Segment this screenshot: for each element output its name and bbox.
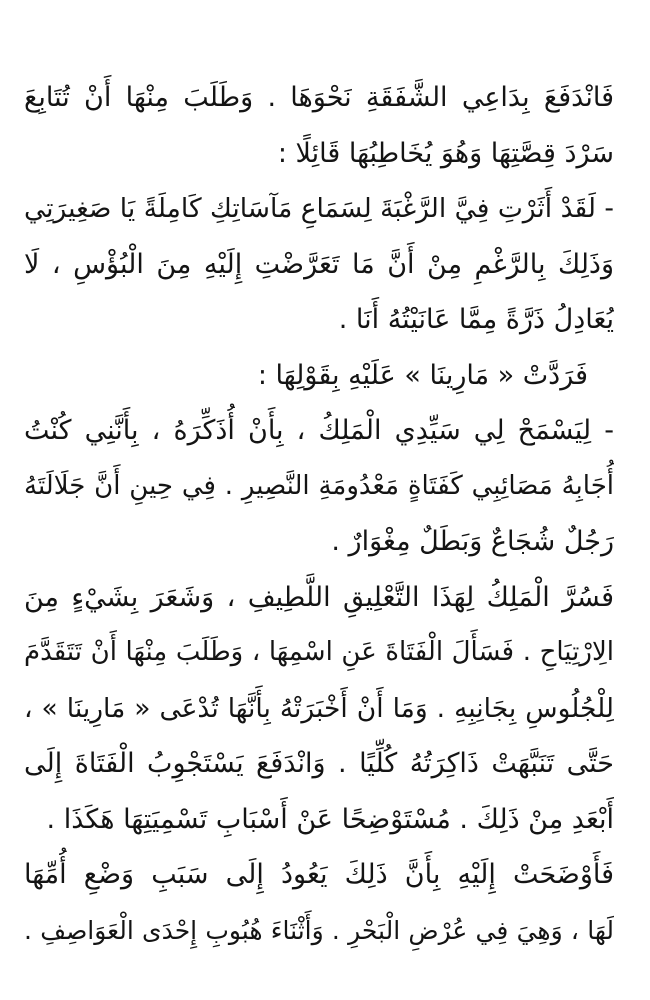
text-line-10: فَسُرَّ الْمَلِكُ لِهَذَا التَّعْلِيقِ اللَّطِيفِ ، وَشَعَرَ بِشَيْءٍ مِنَ — [24, 581, 614, 613]
text-line-9: رَجُلٌ شُجَاعٌ وَبَطَلٌ مِغْوَارٌ . — [331, 526, 614, 557]
text-line-5: يُعَادِلُ ذَرَّةً مِمَّا عَانَيْتُهُ أَنَا . — [338, 304, 614, 335]
text-line-11: الِارْتِيَاحِ . فَسَأَلَ الْفَتَاةَ عَنِ اسْمِهَا ، وَطَلَبَ مِنْهَا أَنْ تَتَقَدَّمَ — [24, 637, 614, 667]
text-line-7: - لِيَسْمَحْ لِي سَيِّدِي الْمَلِكُ ، بِأَنْ أُذَكِّرَهُ ، بِأَنَّنِي كُنْتُ — [24, 415, 614, 446]
text-line-12: لِلْجُلُوسِ بِجَانِبِهِ . وَمَا أَنْ أَخْبَرَتْهُ بِأَنَّهَا تُدْعَى « مَارِينَا » ، — [24, 692, 614, 724]
text-line-15: فَأَوْضَحَتْ إِلَيْهِ بِأَنَّ ذَلِكَ يَعُودُ إِلَى سَبَبِ وَضْعِ أُمِّهَا — [24, 859, 614, 890]
text-line-1: فَانْدَفَعَ بِدَاعِي الشَّفَقَةِ نَحْوَهَا . وَطَلَبَ مِنْهَا أَنْ تُتَابِعَ — [24, 82, 614, 113]
text-line-3: - لَقَدْ أَثَرْتِ فِيَّ الرَّغْبَةَ لِسَمَاعِ مَآسَاتِكِ كَامِلَةً يَا صَغِيرَتِي — [24, 193, 614, 224]
text-line-16: لَهَا ، وَهِيَ فِي عُرْضِ الْبَحْرِ . وَأَثْنَاءَ هُبُوبِ إِحْدَى الْعَوَاصِفِ . — [24, 915, 614, 945]
text-line-2: سَرْدَ قِصَّتِهَا وَهُوَ يُخَاطِبُهَا قَائِلًا : — [277, 137, 614, 169]
text-line-4: وَذَلِكَ بِالرَّغْمِ مِنْ أَنَّ مَا تَعَرَّضْتِ إِلَيْهِ مِنَ الْبُؤْسِ ، لَا — [24, 248, 614, 280]
body-text — [24, 70, 614, 958]
text-line-8: أُجَابِهُ مَصَائِبِي كَفَتَاةٍ مَعْدُومَةِ النَّصِيرِ . فِي حِينِ أَنَّ جَلَالَتَهُ — [24, 470, 614, 501]
text-line-13: حَتَّى تَنَبَّهَتْ ذَاكِرَتُهُ كُلِّيًا . وَانْدَفَعَ يَسْتَجْوِبُ الْفَتَاةَ إِلَى — [24, 748, 614, 779]
text-line-6: فَرَدَّتْ « مَارِينَا » عَلَيْهِ بِقَوْلِهَا : — [257, 359, 588, 391]
text-line-14: أَبْعَدِ مِنْ ذَلِكَ . مُسْتَوْضِحًا عَنْ أَسْبَابِ تَسْمِيَتِهَا هَكَذَا . — [46, 803, 614, 835]
